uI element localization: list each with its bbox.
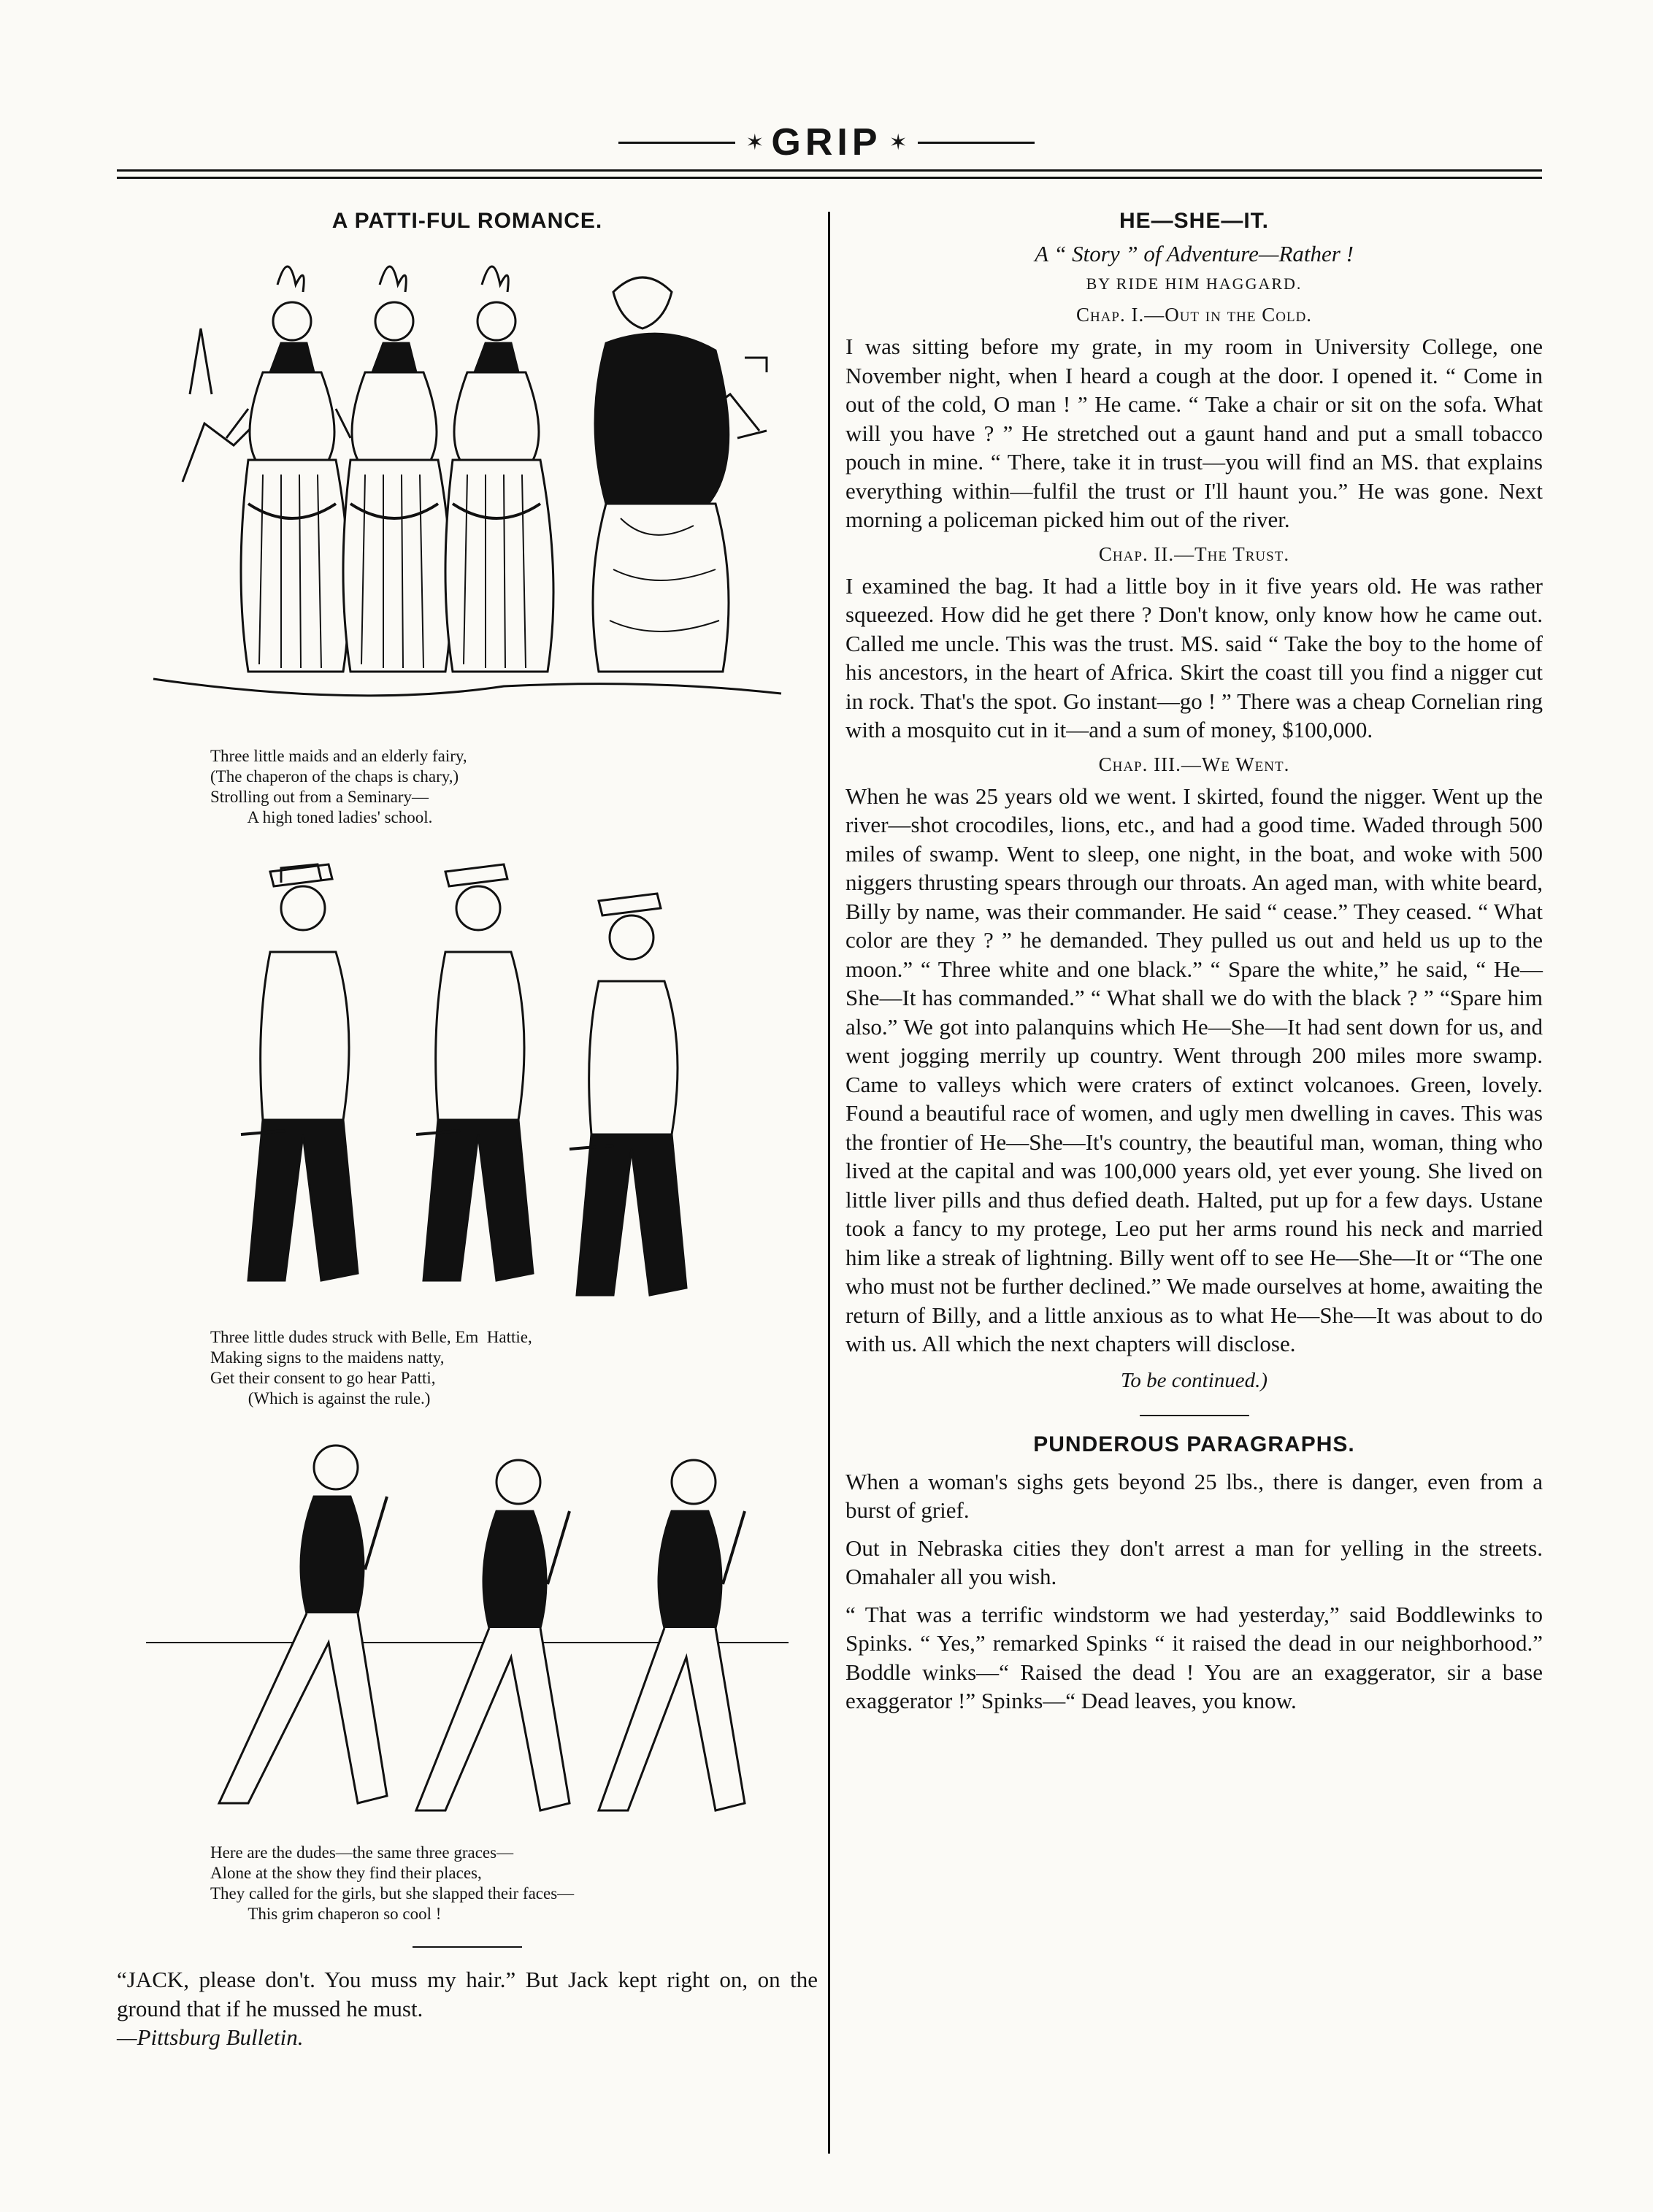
header-rule-top <box>117 169 1542 172</box>
separator-rule <box>1140 1415 1249 1416</box>
paragraph-windstorm: “ That was a terrific windstorm we had yesterday,” said Boddlewinks to Spinks. “ Yes,” remarked Spinks “ it raised the dead in our neighborhood.” Boddle winks—“ Raised the dead ! You are an exaggerator, sir a base exaggerator !” Spinks—“ Dead leaves, you know. <box>845 1601 1543 1713</box>
joke-source: —Pittsburg Bulletin. <box>117 2024 304 2050</box>
separator-rule <box>413 1946 522 1948</box>
left-column <box>117 197 818 2052</box>
walking-dudes-cartoon <box>139 1424 796 1832</box>
header-rule-bottom <box>117 177 1542 179</box>
chapter-2-title: Chap. II.—The Trust. <box>1098 542 1290 565</box>
chapter-3-text: When he was 25 years old we went. I skirted, found the nigger. Went up the river—shot crocodiles, lions, etc., and had a good time. Waded through 500 miles of swamp. Went to sleep, one night, in the boat, and woke with 500 niggers thrusting spears through our throats. An aged man, with white beard, Billy by name, was their commander. He said “ cease.” They ceased. “ What color are they ? ” he demanded. They pulled us out and held us up to the moon.” “ Three white and one black.” “ Spare the white,” he said, “ He—She—It has commanded.” “ What shall we do with the black ? ” “Spare him also.” We got into palanquins which He—She—It had sent down for us, and went jogging merrily up country. Went through 200 miles more swamp. Came to valleys which were craters of extinct volcanoes. Green, lovely. Found a beautiful race of women, and ugly men dwelling in caves. This was the frontier of He—She—It's country, the beautiful man, woman, thing who lived at the capital and was 100,000 years old, yet ever young. She lived on little liver pills and thus defied death. Halted, put up for a few days. Ustane took a fancy to my protege, Leo put her arms round his neck and married him like a streak of lightning. Billy went off to see He—She—It or “The one who must not be further declined.” We made ourselves at home, awaiting the return of Billy, and a little anxious as to what He—She—It was about to do with us. All which the next chapters will disclose. <box>845 783 1543 1356</box>
to-be-continued: To be continued.) <box>1120 1368 1268 1392</box>
story-subtitle: A “ Story ” of Adventure—Rather ! <box>1035 241 1354 266</box>
chapter-1-text: I was sitting before my grate, in my room in University College, one November night, when I heard a cough at the door. I opened it. “ Come in out of the cold, O man ! ” He came. “ Take a chair or sit on the sofa. What will you have ? ” He stretched out a gaunt hand and put a small tobacco pouch in mine. “ There, take it in trust—you will find an MS. that explains everything within—fulfil the trust or I'll haunt you.” He was gone. Next morning a policeman picked him out of the river. <box>845 334 1543 532</box>
masthead-dash-left <box>618 142 735 144</box>
chapter-2-text: I examined the bag. It had a little boy in it five years old. He was rather squeezed. How did he get there ? Don't know, only know how he came out. Called me uncle. This was the trust. MS. said “ Take the boy to the home of his ancestors, in the heart of Africa. Skirt the coast till you find a nigger cut in rock. That's the spot. Go instant—go ! ” There was a cheap Cornelian ring with a mosquito cut in it—and a sum of money, $100,000. <box>845 572 1543 742</box>
star-icon: ✶ <box>745 130 764 155</box>
caption-maids: Three little maids and an elderly fairy, (The chaperon of the chaps is chary,) Strolling out from a Seminary— A high toned ladies' school. <box>210 747 467 826</box>
story-heading: HE—SHE—IT. <box>1119 209 1270 233</box>
caption-dudes: Three little dudes struck with Belle, Em Hattie, Making signs to the maidens natty, Get their consent to go hear Patti, (Which is against the rule.) <box>210 1328 532 1408</box>
right-column <box>845 197 1543 1716</box>
masthead <box>0 117 1653 168</box>
masthead-dash-right <box>918 142 1035 144</box>
paragraphs-heading: PUNDEROUS PARAGRAPHS. <box>1033 1432 1355 1456</box>
story-byline: BY RIDE HIM HAGGARD. <box>1086 274 1303 293</box>
publication-title: GRIP <box>771 121 882 164</box>
patti-heading: A PATTI-FUL ROMANCE. <box>331 209 603 233</box>
column-divider <box>828 212 830 2154</box>
caption-show: Here are the dudes—the same three graces— Alone at the show they find their places, They called for the girls, but she slapped their faces— This grim chaperon so cool ! <box>210 1843 575 1923</box>
dudes-cartoon <box>139 842 796 1317</box>
maids-cartoon <box>139 241 796 737</box>
chapter-3-title: Chap. III.—We Went. <box>1098 753 1290 775</box>
paragraph-sighs: When a woman's sighs gets beyond 25 lbs., there is danger, even from a burst of grief. <box>845 1468 1543 1523</box>
star-icon: ✶ <box>889 130 908 155</box>
jack-joke: “JACK, please don't. You muss my hair.” But Jack kept right on, on the ground that if he mussed he must. <box>117 1967 818 2021</box>
paragraph-nebraska: Out in Nebraska cities they don't arrest a man for yelling in the streets. Omahaler all you wish. <box>845 1535 1543 1589</box>
chapter-1-title: Chap. I.—Out in the Cold. <box>1075 304 1313 326</box>
